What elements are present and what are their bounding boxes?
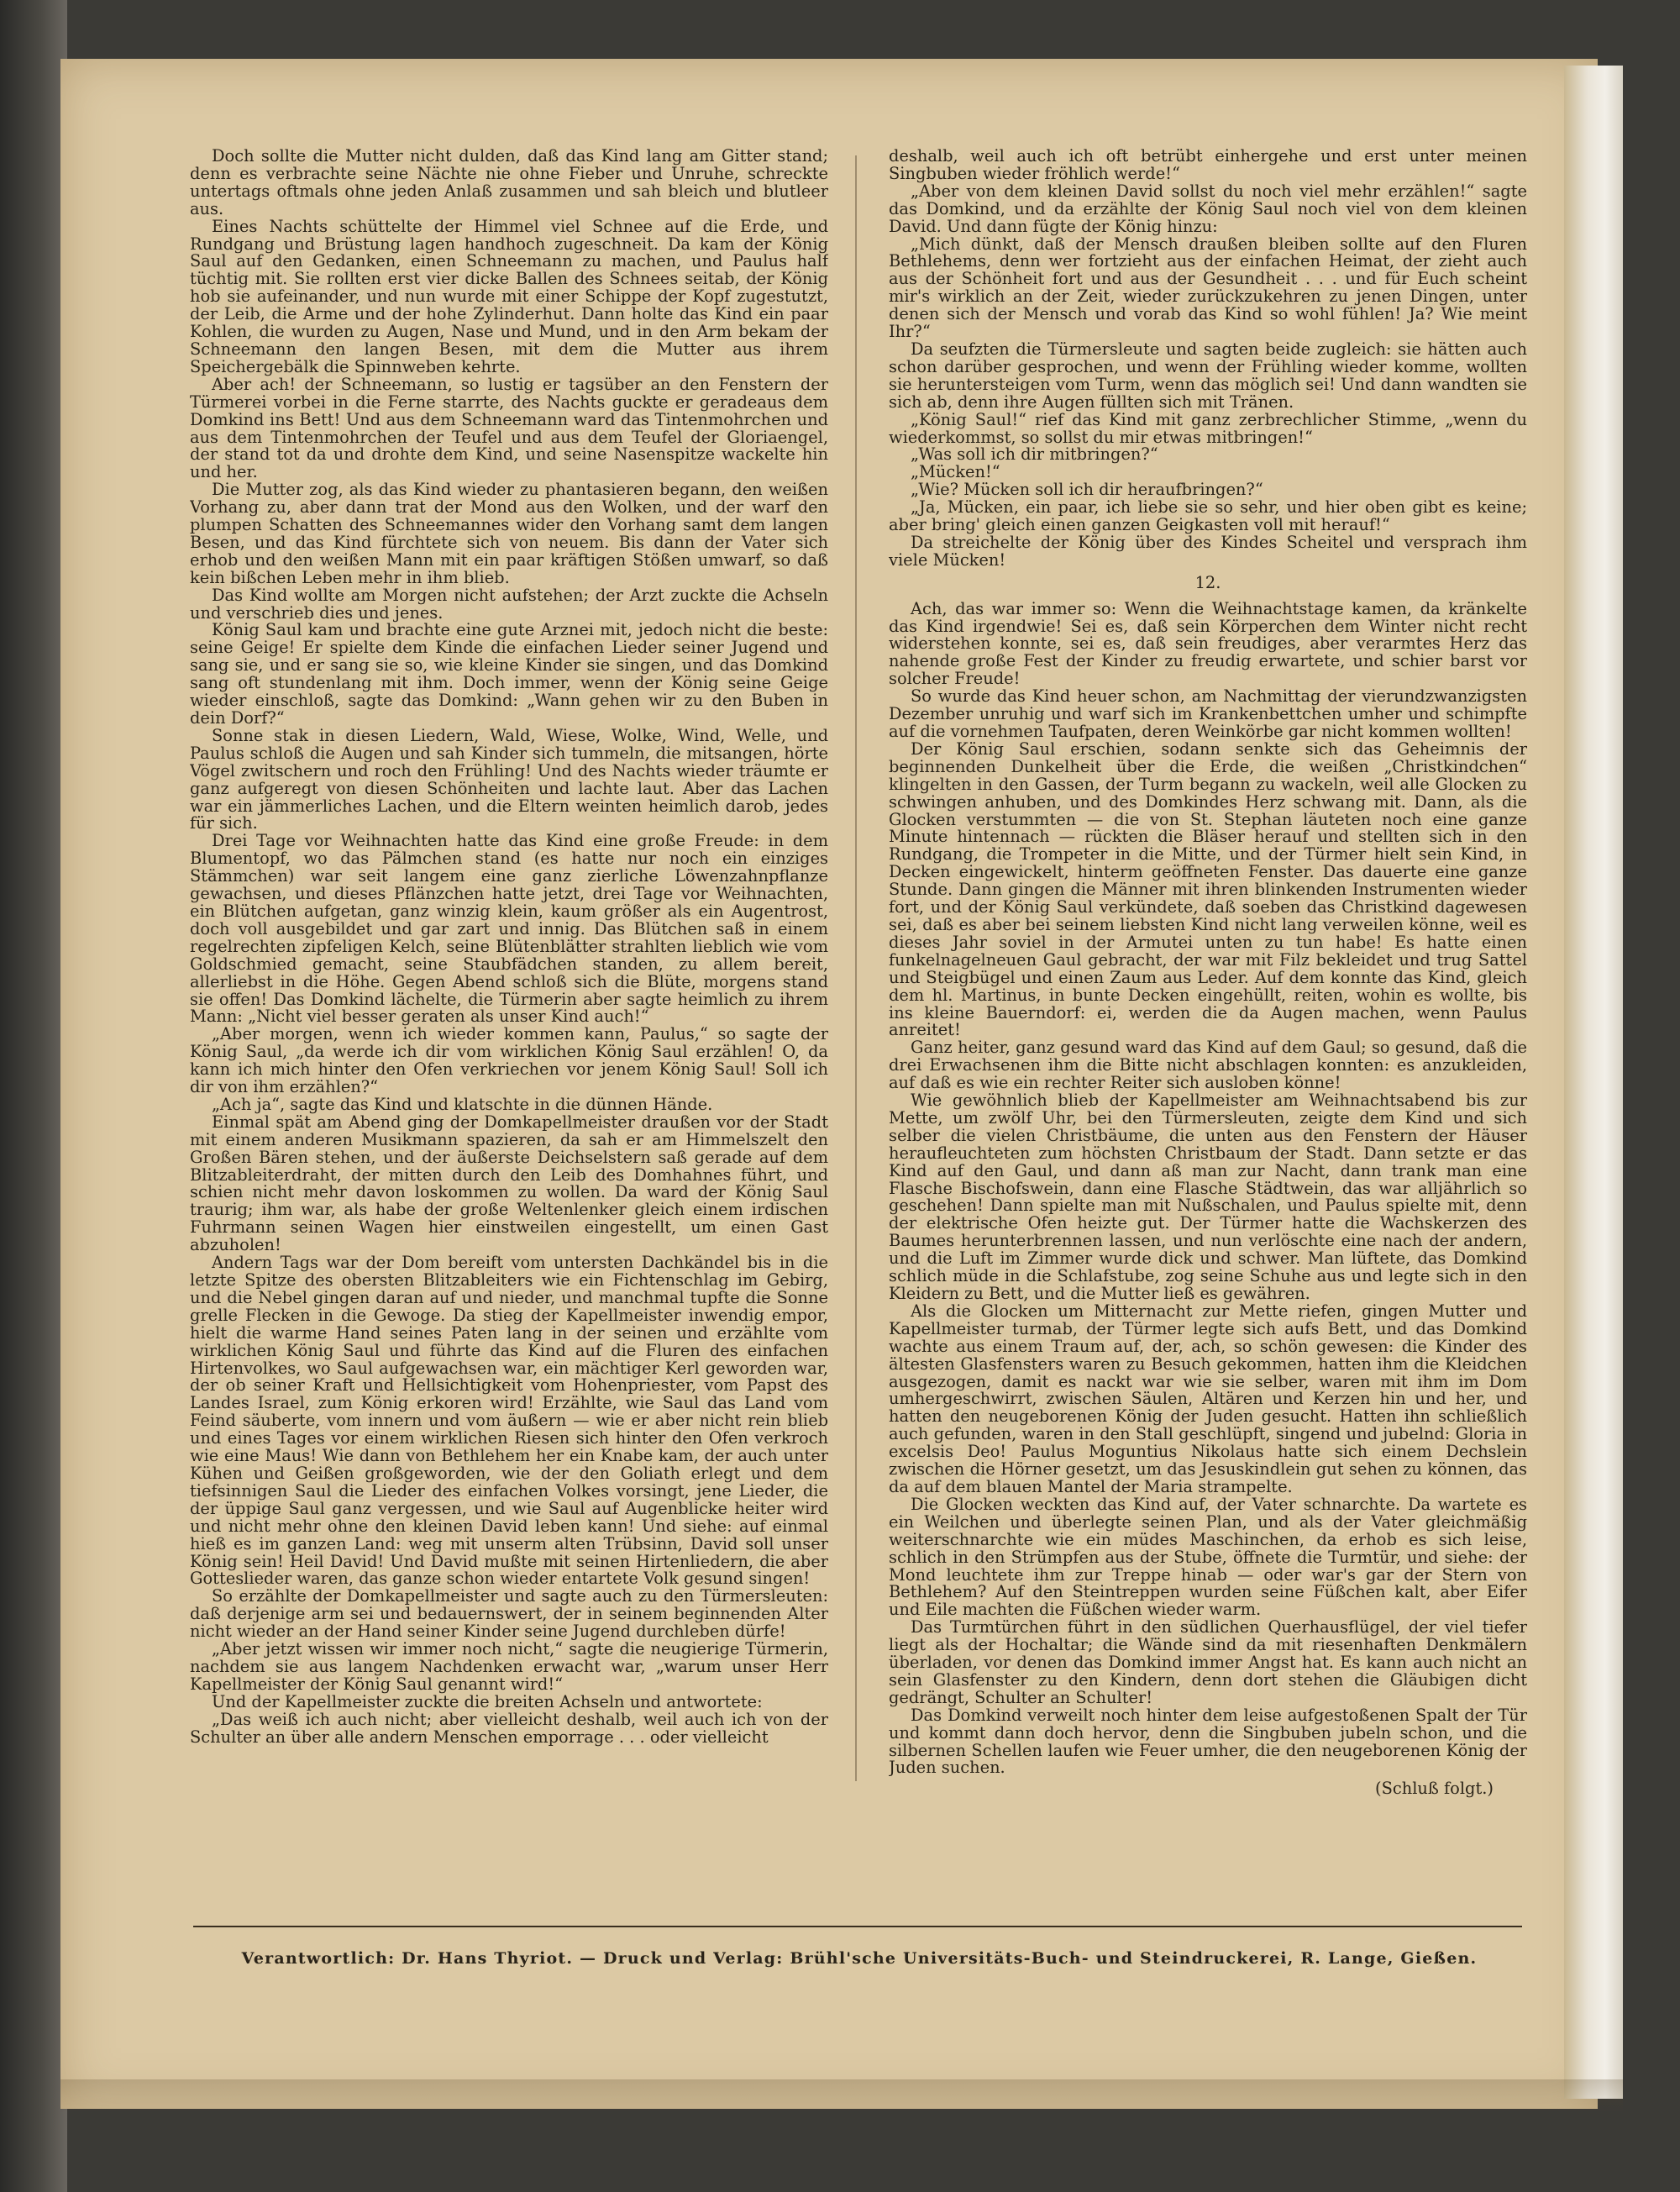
footer-divider <box>193 1926 1522 1927</box>
paragraph: Einmal spät am Abend ging der Domkapellmeister draußen vor der Stadt mit einem anderen Musikmann spazieren, da sah er am Himmelszelt den Großen Bären stehen, und der äußerste Deichselstern saß gerade auf dem Blitzableiterdraht, der mitten durch den Leib des Domhahnes führt, und schien nicht mehr davon loskommen zu wollen. Da ward der König Saul traurig; ihm war, als habe der große Weltenlenker gleich einem irdischen Fuhrmann seinen Wagen hier einstweilen eingestellt, um einen Gast abzuholen! <box>190 1112 828 1255</box>
paragraph: Aber ach! der Schneemann, so lustig er tagsüber an den Fenstern der Türmerei vorbei in die Ferne starrte, des Nachts guckte er geradeaus dem Domkind ins Bett! Und aus dem Schneemann ward das Tintenmohrchen und aus dem Tintenmohrchen der Teufel und aus dem Teufel der Gloriaengel, der stand tot da und drohte dem Kind, und seine Nasenspitze wackelte hin und her. <box>190 374 828 482</box>
paragraph: Ach, das war immer so: Wenn die Weihnachtstage kamen, da kränkelte das Kind irgendwie! Sei es, daß sein Körperchen dem Winter nicht recht widerstehen konnte, sei es, daß sein freudiges, aber verarmtes Herz das nahende große Fest der Kinder zu freudig erwartete, und schier barst vor solcher Freude! <box>889 598 1527 689</box>
column-divider <box>855 155 857 1781</box>
paragraph: „Das weiß ich auch nicht; aber vielleicht deshalb, weil auch ich von der Schulter an über alle andern Menschen emporrage . . . oder vielleicht <box>190 1709 828 1747</box>
paragraph: „Ja, Mücken, ein paar, ich liebe sie so sehr, und hier oben gibt es keine; aber bring' gleich einen ganzen Geigkasten voll mit herauf!“ <box>889 497 1527 535</box>
paragraph: So erzählte der Domkapellmeister und sagte auch zu den Türmersleuten: daß derjenige arm sei und bedauernswert, der in seinem beginnenden Alter nicht wieder an der Hand seiner Kinder seine Jugend durchleben dürfe! <box>190 1586 828 1642</box>
paragraph: König Saul kam und brachte eine gute Arznei mit, jedoch nicht die beste: seine Geige! Er spielte dem Kinde die einfachen Lieder seiner Jugend und sang sie, und er sang sie so, wie kleine Kinder sie singen, und das Domkind sang oft stundenlang mit ihm. Doch immer, wenn der König seine Geige wieder einschloß, sagte das Domkind: „Wann gehen wir zu den Buben in dein Dorf?“ <box>190 620 828 728</box>
paragraph: Das Domkind verweilt noch hinter dem leise aufgestoßenen Spalt der Tür und kommt dann doch hervor, denn die Singbuben jubeln schon, und die silbernen Schellen laufen wie Feuer umher, die den neugeborenen König der Juden suchen. <box>889 1705 1527 1778</box>
paragraph: Die Glocken weckten das Kind auf, der Vater schnarchte. Da wartete es ein Weilchen und überlegte seinen Plan, und als der Vater gleichmäßig weiterschnarchte wie ein müdes Maschinchen, da erhob es sich leise, schlich in den Strümpfen aus der Stube, öffnete die Turmtür, und siehe: der Mond leuchtete ihm zur Treppe hinab — oder war's gar der Stern von Bethlehem? Auf den Steintreppen wurden seine Füßchen kalt, aber Eifer und Eile machten die Füßchen wieder warm. <box>889 1494 1527 1620</box>
paragraph: „Aber jetzt wissen wir immer noch nicht,“ sagte die neugierige Türmerin, nachdem sie aus langem Nachdenken erwacht war, „warum unser Herr Kapellmeister der König Saul genannt wird!“ <box>190 1639 828 1694</box>
paragraph: Der König Saul erschien, sodann senkte sich das Geheimnis der beginnenden Dunkelheit über die Erde, die weißen „Christkindchen“ klingelten in den Gassen, der Turm begann zu wackeln, weil alle Glocken zu schwingen anhuben, und des Domkindes Herz schwang mit. Dann, als die Glocken verstummten — die von St. Stephan läuteten noch eine ganze Minute hintennach — rückten die Bläser herauf und stellten sich in den Rundgang, die Trompeter in die Mitte, und der Türmer hielt sein Kind, in Decken eingewickelt, hinterm geöffneten Fenster. Das dauerte eine ganze Stunde. Dann gingen die Männer mit ihren blinkenden Instrumenten wieder fort, und der König Saul verkündete, daß soeben das Christkind dagewesen sei, daß es aber bei seinem liebsten Kind nicht lang verweilen könne, weil es dieses Jahr soviel in der Armutei unten zu tun habe! Es hatte einen funkelnagelneuen Gaul gebracht, der war mit Filz bekleidet und trug Sattel und Steigbügel und einen Zaum aus Leder. Auf dem konnte das Kind, gleich dem hl. Martinus, in bunte Decken eingehüllt, reiten, wohin es wollte, bis ins kleine Bauerndorf: ei, werden die da Augen machen, wenn Paulus anreitet! <box>889 739 1527 1040</box>
paragraph: „Aber morgen, wenn ich wieder kommen kann, Paulus,“ so sagte der König Saul, „da werde ich dir vom wirklichen König Saul erzählen! O, da kann ich mich hinter den Ofen verkriechen vor jenem König Saul! Soll ich dir von ihm erzählen?“ <box>190 1024 828 1097</box>
paragraph: „Was soll ich dir mitbringen?“ <box>911 444 1158 465</box>
paragraph: „Aber von dem kleinen David sollst du noch viel mehr erzählen!“ sagte das Domkind, und da erzählte der König Saul noch viel von dem kleinen David. Und dann fügte der König hinzu: <box>889 181 1527 236</box>
paragraph: Und der Kapellmeister zuckte die breiten Achseln und antwortete: <box>212 1691 763 1711</box>
text-columns <box>190 148 1525 1845</box>
paragraph: Drei Tage vor Weihnachten hatte das Kind eine große Freude: in dem Blumentopf, wo das Pälmchen stand (es hatte nur noch ein einziges Stämmchen) war seit langem eine ganz zierliche Löwenzahnpflanze gewachsen, und dieses Pflänzchen hatte jetzt, drei Tage vor Weihnachten, ein Blütchen aufgetan, ganz winzig klein, kaum größer als ein Augentrost, doch voll ausgebildet und gar zart und innig. Das Blütchen saß in einem regelrechten zipfeligen Kelch, seine Blütenblätter strahlten lieblich wie vom Goldschmied gemacht, seine Staubfädchen standen, zu allem bereit, allerliebst in die Höhe. Gegen Abend schloß sich die Blüte, morgens stand sie offen! Das Domkind lächelte, die Türmerin aber sagte heimlich zu ihrem Mann: „Nicht viel besser geraten als unser Kind auch!“ <box>190 831 828 1027</box>
publisher-imprint: Verantwortlich: Dr. Hans Thyriot. — Druck und Verlag: Brühl'sche Universitäts-Buch- und Steindruckerei, R. Lange, Gießen. <box>241 1949 1478 1968</box>
paragraph: Als die Glocken um Mitternacht zur Mette riefen, gingen Mutter und Kapellmeister turmab, der Türmer legte sich aufs Bett, und das Domkind wachte aus einem Traum auf, der, ach, so schön gewesen: die Kinder des ältesten Glasfensters waren zu Besuch gekommen, hatten ihm die Kleidchen ausgezogen, damit es nackt war wie sie selber, waren mit ihm im Dom umhergeschwirrt, zwischen Säulen, Altären und Kerzen hin und her, und hatten den neugeborenen König der Juden gesucht. Hatten ihn schließlich auch gefunden, waren in den Stall geschlüpft, singend und jubelnd: Gloria in excelsis Deo! Paulus Moguntius Nikolaus hatte sich einem Dechslein zwischen die Hörner gesetzt, um das Jesuskindlein gut sehen zu können, das da auf dem blauen Mantel der Maria strampelte. <box>889 1301 1527 1496</box>
paragraph: Das Turmtürchen führt in den südlichen Querhausflügel, der viel tiefer liegt als der Hochaltar; die Wände sind da mit riesenhaften Denkmälern überladen, vor denen das Domkind immer Angst hat. Es kann auch nicht an sein Glasfenster zu den Kindern, denn dort stehen die Gläubigen dicht gedrängt, Schulter an Schulter! <box>889 1617 1527 1707</box>
paragraph: Wie gewöhnlich blieb der Kapellmeister am Weihnachtsabend bis zur Mette, um zwölf Uhr, bei den Türmersleuten, zeigte dem Kind und sich selber die vielen Christbäume, die unten aus den Fenstern der Häuser heraufleuchteten zum höchsten Christbaum der Stadt. Dann setzte er das Kind auf den Gaul, und dann aß man zur Nacht, dann trank man eine Flasche Bischofswein, dann eine Flasche Städtwein, das war alljährlich so geschehen! Dann spielte man mit Nußschalen, und Paulus spielte mit, denn der elektrische Ofen heizte gut. Der Türmer hatte die Wachskerzen des Baumes herunterbrennen lassen, und nun verlöschte eine nach der andern, und die Luft im Zimmer wurde dick und schwer. Man lüftete, das Domkind schlich müde in die Schlafstube, zog seine Schuhe aus und legte sich in den Kleidern zu Bett, und die Mutter ließ es gewähren. <box>889 1091 1527 1303</box>
paragraph: Da streichelte der König über des Kindes Scheitel und versprach ihm viele Mücken! <box>889 532 1527 570</box>
paragraph: „Wie? Mücken soll ich dir heraufbringen?“ <box>911 480 1263 500</box>
paragraph: „König Saul!“ rief das Kind mit ganz zerbrechlicher Stimme, „wenn du wiederkommst, so sollst du mir etwas mitbringen!“ <box>889 409 1527 447</box>
page-stack-edge <box>1564 66 1623 2099</box>
section-number: 12. <box>1194 572 1221 592</box>
book-binding-edge <box>0 0 67 2192</box>
paragraph: Ganz heiter, ganz gesund ward das Kind auf dem Gaul; so gesund, daß die drei Erwachsenen ihm die Bitte nicht abschlagen konnten: es anzukleiden, auf daß es wie ein rechter Reiter sich ausloben könne! <box>889 1038 1527 1093</box>
paragraph: Eines Nachts schüttelte der Himmel viel Schnee auf die Erde, und Rundgang und Brüstung lagen handhoch zugeschneit. Da kam der König Saul auf den Gedanken, einen Schneemann zu machen, und Paulus half tüchtig mit. Sie rollten erst vier dicke Ballen des Schnees seitab, der König hob sie aufeinander, und nun wurde mit einer Schippe der Kopf zugestutzt, der Leib, die Arme und der hohe Zylinderhut. Dann holte das Kind ein paar Kohlen, die wurden zu Augen, Nase und Mund, und in den Arm bekam der Schneemann den langen Besen, mit dem die Mutter aus ihrem Speichergebälk die Spinnweben kehrte. <box>190 216 828 376</box>
paragraph: deshalb, weil auch ich oft betrübt einhergehe und erst unter meinen Singbuben wieder fröhlich werde!“ <box>889 148 1527 183</box>
paragraph: „Mich dünkt, daß der Mensch draußen bleiben sollte auf den Fluren Bethlehems, denn wer fortzieht aus der einfachen Heimat, der zieht auch aus der Schönheit fort und aus der Gesundheit . . . und für Euch scheint mir's wirklich an der Zeit, wieder zurückzukehren zu jenen Dingen, unter denen sich der Mensch und vorab das Kind so wohl fühlen! Ja? Wie meint Ihr?“ <box>889 234 1527 342</box>
paragraph: „Mücken!“ <box>911 462 1000 482</box>
paragraph: „Ach ja“, sagte das Kind und klatschte in die dünnen Hände. <box>212 1094 713 1114</box>
column-left <box>190 148 828 1845</box>
page-bottom-shadow <box>60 2079 1623 2113</box>
paragraph: Da seufzten die Türmersleute und sagten beide zugleich: sie hätten auch schon darüber gesprochen, und wenn der Frühling wieder komme, wollten sie heruntersteigen vom Turm, wenn das möglich sei! Und dann wandten sie sich ab, denn ihre Augen füllten sich mit Tränen. <box>889 339 1527 412</box>
paragraph: Die Mutter zog, als das Kind wieder zu phantasieren begann, den weißen Vorhang zu, aber dann trat der Mond aus den Wolken, und der warf den plumpen Schatten des Schneemannes wider den Vorhang samt dem langen Besen, und das Kind fürchtete sich von neuem. Bis dann der Vater sich erhob und den weißen Mann mit ein paar kräftigen Stößen umwarf, so daß kein bißchen Leben mehr in ihm blieb. <box>190 480 828 587</box>
paragraph: Sonne stak in diesen Liedern, Wald, Wiese, Wolke, Wind, Welle, und Paulus schloß die Augen und sah Kinder sich tummeln, die mitsangen, hörte Vögel zwitschern und roch den Frühling! Und des Nachts wieder träumte er ganz aufgeregt von diesen Schönheiten und lachte laut. Aber das Lachen war ein jämmerliches Lachen, und die Eltern weinten heimlich darob, jedes für sich. <box>190 725 828 833</box>
continued-note: (Schluß folgt.) <box>1375 1779 1494 1799</box>
paragraph: Doch sollte die Mutter nicht dulden, daß das Kind lang am Gitter stand; denn es verbrachte seine Nächte nie ohne Fieber und Unruhe, schreckte untertags oftmals ohne jeden Anlaß zusammen und sah bleich und blutleer aus. <box>190 148 828 218</box>
paragraph: Andern Tags war der Dom bereift vom untersten Dachkändel bis in die letzte Spitze des obersten Blitzableiters wie ein Fichtenschlag im Gebirg, und die Nebel gingen daran auf und nieder, und manchmal tupfte die Sonne grelle Flecken in die Gewoge. Da stieg der Kapellmeister inwendig empor, hielt die warme Hand seines Paten lang in der seinen und erzählte vom wirklichen König Saul und führte das Kind auf die Fluren des einfachen Hirtenvolkes, wo Saul aufgewachsen war, ein mächtiger Kerl geworden war, der ob seiner Kraft und Hellsichtigkeit vom Hohenpriester, vom Papst des Landes Israel, zum König erkoren wird! Erzählte, wie Saul das Land vom Feind säuberte, vom innern und vom äußern — wie er aber nicht rein blieb und eines Tages vor einem wirklichen Riesen sich hinter den Ofen verkroch wie eine Maus! Wie dann von Bethlehem her ein Knabe kam, der auch unter Kühen und Geißen großgeworden, wie der den Goliath erlegt und dem tiefsinnigen Saul die Lieder des einfachen Volkes vorsingt, jene Lieder, die der üppige Saul ganz vergessen, und wie Saul auf Augenblicke heiter wird und nicht mehr ohne den kleinen David leben kann! Und siehe: auf einmal hieß es im ganzen Land: weg mit unserm alten Trübsinn, David soll unser König sein! Heil David! Und David mußte mit seinen Hirtenliedern, die aber Gotteslieder waren, das ganze schon wieder entartete Volk gesund singen! <box>190 1253 828 1589</box>
column-right <box>889 148 1527 1845</box>
paragraph: So wurde das Kind heuer schon, am Nachmittag der vierundzwanzigsten Dezember unruhig und warf sich im Krankenbettchen umher und schimpfte auf die vornehmen Taufpaten, deren Weinkörbe gar nicht kommen wollten! <box>889 686 1527 741</box>
paragraph: Das Kind wollte am Morgen nicht aufstehen; der Arzt zuckte die Achseln und verschrieb dies und jenes. <box>190 585 828 623</box>
